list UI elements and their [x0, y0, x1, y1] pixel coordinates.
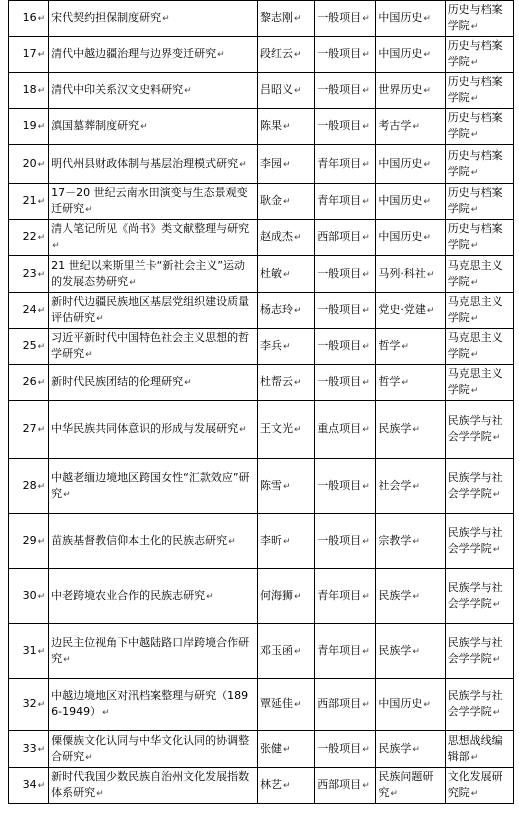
row-number: 32 ↵: [9, 679, 49, 731]
row-number: 31 ↵: [9, 624, 49, 679]
project-leader: 王文光 ↵: [257, 401, 314, 459]
project-type: 青年项目 ↵: [315, 569, 376, 624]
project-leader: 李昕 ↵: [257, 514, 314, 569]
project-leader: 杨志玲 ↵: [257, 293, 314, 329]
department: 历史与档案学院 ↵: [445, 220, 513, 256]
department: 民族学与社会学学院 ↵: [445, 569, 513, 624]
row-number: 30 ↵: [9, 569, 49, 624]
discipline: 哲学 ↵: [376, 329, 445, 365]
project-title: 清人笔记所见《尚书》类文献整理与研究 ↵: [49, 220, 258, 256]
project-type: 西部项目 ↵: [315, 220, 376, 256]
department: 马克思主义学院 ↵: [445, 329, 513, 365]
project-title: 明代州县财政体制与基层治理模式研究 ↵: [49, 145, 258, 184]
project-leader: 李兵 ↵: [257, 329, 314, 365]
project-type: 青年项目 ↵: [315, 184, 376, 220]
row-number: 18 ↵: [9, 73, 49, 109]
project-type: 青年项目 ↵: [315, 624, 376, 679]
discipline: 社会学 ↵: [376, 459, 445, 514]
department: 马克思主义学院 ↵: [445, 293, 513, 329]
department: 历史与档案学院 ↵: [445, 73, 513, 109]
discipline: 民族学 ↵: [376, 569, 445, 624]
table-row: [9, 184, 514, 220]
discipline: 民族学 ↵: [376, 731, 445, 768]
table-row: [9, 679, 514, 731]
row-number: 24 ↵: [9, 293, 49, 329]
table-row: [9, 569, 514, 624]
project-leader: 邓玉函 ↵: [257, 624, 314, 679]
department: 历史与档案学院 ↵: [445, 109, 513, 145]
project-leader: 何海狮 ↵: [257, 569, 314, 624]
project-table: [8, 0, 514, 804]
project-title: 中越老缅边境地区跨国女性“汇款效应”研究 ↵: [49, 459, 258, 514]
discipline: 宗教学 ↵: [376, 514, 445, 569]
discipline: 马列·科社 ↵: [376, 256, 445, 293]
table-row: [9, 768, 514, 804]
table-row: [9, 459, 514, 514]
project-leader: 杜帮云 ↵: [257, 365, 314, 401]
department: 历史与档案学院 ↵: [445, 184, 513, 220]
table-row: [9, 514, 514, 569]
project-leader: 陈雪 ↵: [257, 459, 314, 514]
project-leader: 耿金 ↵: [257, 184, 314, 220]
project-type: 重点项目 ↵: [315, 401, 376, 459]
project-title: 习近平新时代中国特色社会主义思想的哲学研究 ↵: [49, 329, 258, 365]
project-title: 17－20 世纪云南水田演变与生态景观变迁研究 ↵: [49, 184, 258, 220]
department: 民族学与社会学学院 ↵: [445, 514, 513, 569]
row-number: 16 ↵: [9, 1, 49, 37]
discipline: 民族学 ↵: [376, 401, 445, 459]
row-number: 29 ↵: [9, 514, 49, 569]
project-type: 一般项目 ↵: [315, 1, 376, 37]
row-number: 34 ↵: [9, 768, 49, 804]
project-type: 西部项目 ↵: [315, 679, 376, 731]
project-leader: 覃延佳 ↵: [257, 679, 314, 731]
discipline: 中国历史 ↵: [376, 220, 445, 256]
discipline: 中国历史 ↵: [376, 679, 445, 731]
department: 历史与档案学院 ↵: [445, 145, 513, 184]
project-type: 一般项目 ↵: [315, 459, 376, 514]
discipline: 中国历史 ↵: [376, 1, 445, 37]
department: 历史与档案学院 ↵: [445, 1, 513, 37]
discipline: 民族学 ↵: [376, 624, 445, 679]
project-leader: 杜敏 ↵: [257, 256, 314, 293]
project-type: 青年项目 ↵: [315, 145, 376, 184]
discipline: 民族问题研究 ↵: [376, 768, 445, 804]
department: 民族学与社会学学院 ↵: [445, 624, 513, 679]
table-row: [9, 109, 514, 145]
department: 民族学与社会学学院 ↵: [445, 459, 513, 514]
project-type: 一般项目 ↵: [315, 73, 376, 109]
project-table-wrapper: [8, 0, 514, 804]
project-title: 清代中越边疆治理与边界变迁研究 ↵: [49, 37, 258, 73]
department: 民族学与社会学学院 ↵: [445, 679, 513, 731]
row-number: 17 ↵: [9, 37, 49, 73]
department: 马克思主义学院 ↵: [445, 365, 513, 401]
project-title: 苗族基督教信仰本土化的民族志研究 ↵: [49, 514, 258, 569]
project-title: 新时代我国少数民族自治州文化发展指数体系研究 ↵: [49, 768, 258, 804]
department: 历史与档案学院 ↵: [445, 37, 513, 73]
project-leader: 陈果 ↵: [257, 109, 314, 145]
row-number: 27 ↵: [9, 401, 49, 459]
discipline: 党史·党建 ↵: [376, 293, 445, 329]
project-leader: 吕昭义 ↵: [257, 73, 314, 109]
project-type: 一般项目 ↵: [315, 731, 376, 768]
discipline: 哲学 ↵: [376, 365, 445, 401]
table-row: [9, 365, 514, 401]
discipline: 中国历史 ↵: [376, 184, 445, 220]
project-type: 一般项目 ↵: [315, 514, 376, 569]
project-title: 中越边境地区对汛档案整理与研究（1896-1949） ↵: [49, 679, 258, 731]
row-number: 19 ↵: [9, 109, 49, 145]
department: 马克思主义学院 ↵: [445, 256, 513, 293]
project-title: 新时代民族团结的伦理研究 ↵: [49, 365, 258, 401]
project-type: 一般项目 ↵: [315, 365, 376, 401]
project-title: 中老跨境农业合作的民族志研究 ↵: [49, 569, 258, 624]
discipline: 中国历史 ↵: [376, 145, 445, 184]
department: 文化发展研究院 ↵: [445, 768, 513, 804]
table-row: [9, 145, 514, 184]
project-title: 新时代边疆民族地区基层党组织建设质量评估研究 ↵: [49, 293, 258, 329]
project-title: 21 世纪以来斯里兰卡“新社会主义”运动的发展态势研究 ↵: [49, 256, 258, 293]
project-leader: 段红云 ↵: [257, 37, 314, 73]
row-number: 33 ↵: [9, 731, 49, 768]
discipline: 考古学 ↵: [376, 109, 445, 145]
project-type: 一般项目 ↵: [315, 37, 376, 73]
project-type: 西部项目 ↵: [315, 768, 376, 804]
project-type: 一般项目 ↵: [315, 256, 376, 293]
row-number: 26 ↵: [9, 365, 49, 401]
row-number: 20 ↵: [9, 145, 49, 184]
project-leader: 赵成杰 ↵: [257, 220, 314, 256]
project-type: 一般项目 ↵: [315, 109, 376, 145]
project-leader: 林艺 ↵: [257, 768, 314, 804]
row-number: 28 ↵: [9, 459, 49, 514]
row-number: 22 ↵: [9, 220, 49, 256]
project-title: 傈僳族文化认同与中华文化认同的协调整合研究 ↵: [49, 731, 258, 768]
project-title: 清代中印关系汉文史料研究 ↵: [49, 73, 258, 109]
table-row: [9, 329, 514, 365]
project-table-body: [9, 1, 514, 804]
table-row: [9, 256, 514, 293]
project-title: 中华民族共同体意识的形成与发展研究 ↵: [49, 401, 258, 459]
table-row: [9, 293, 514, 329]
discipline: 世界历史 ↵: [376, 73, 445, 109]
table-row: [9, 401, 514, 459]
project-title: 宋代契约担保制度研究 ↵: [49, 1, 258, 37]
row-number: 21 ↵: [9, 184, 49, 220]
table-row: [9, 731, 514, 768]
project-leader: 李园 ↵: [257, 145, 314, 184]
table-row: [9, 220, 514, 256]
project-type: 一般项目 ↵: [315, 293, 376, 329]
project-leader: 黎志刚 ↵: [257, 1, 314, 37]
department: 思想战线编辑部 ↵: [445, 731, 513, 768]
project-title: 滇国墓葬制度研究 ↵: [49, 109, 258, 145]
discipline: 中国历史 ↵: [376, 37, 445, 73]
row-number: 25 ↵: [9, 329, 49, 365]
row-number: 23 ↵: [9, 256, 49, 293]
department: 民族学与社会学学院 ↵: [445, 401, 513, 459]
table-row: [9, 1, 514, 37]
project-type: 一般项目 ↵: [315, 329, 376, 365]
project-leader: 张健 ↵: [257, 731, 314, 768]
table-row: [9, 37, 514, 73]
project-title: 边民主位视角下中越陆路口岸跨境合作研究 ↵: [49, 624, 258, 679]
table-row: [9, 624, 514, 679]
table-row: [9, 73, 514, 109]
